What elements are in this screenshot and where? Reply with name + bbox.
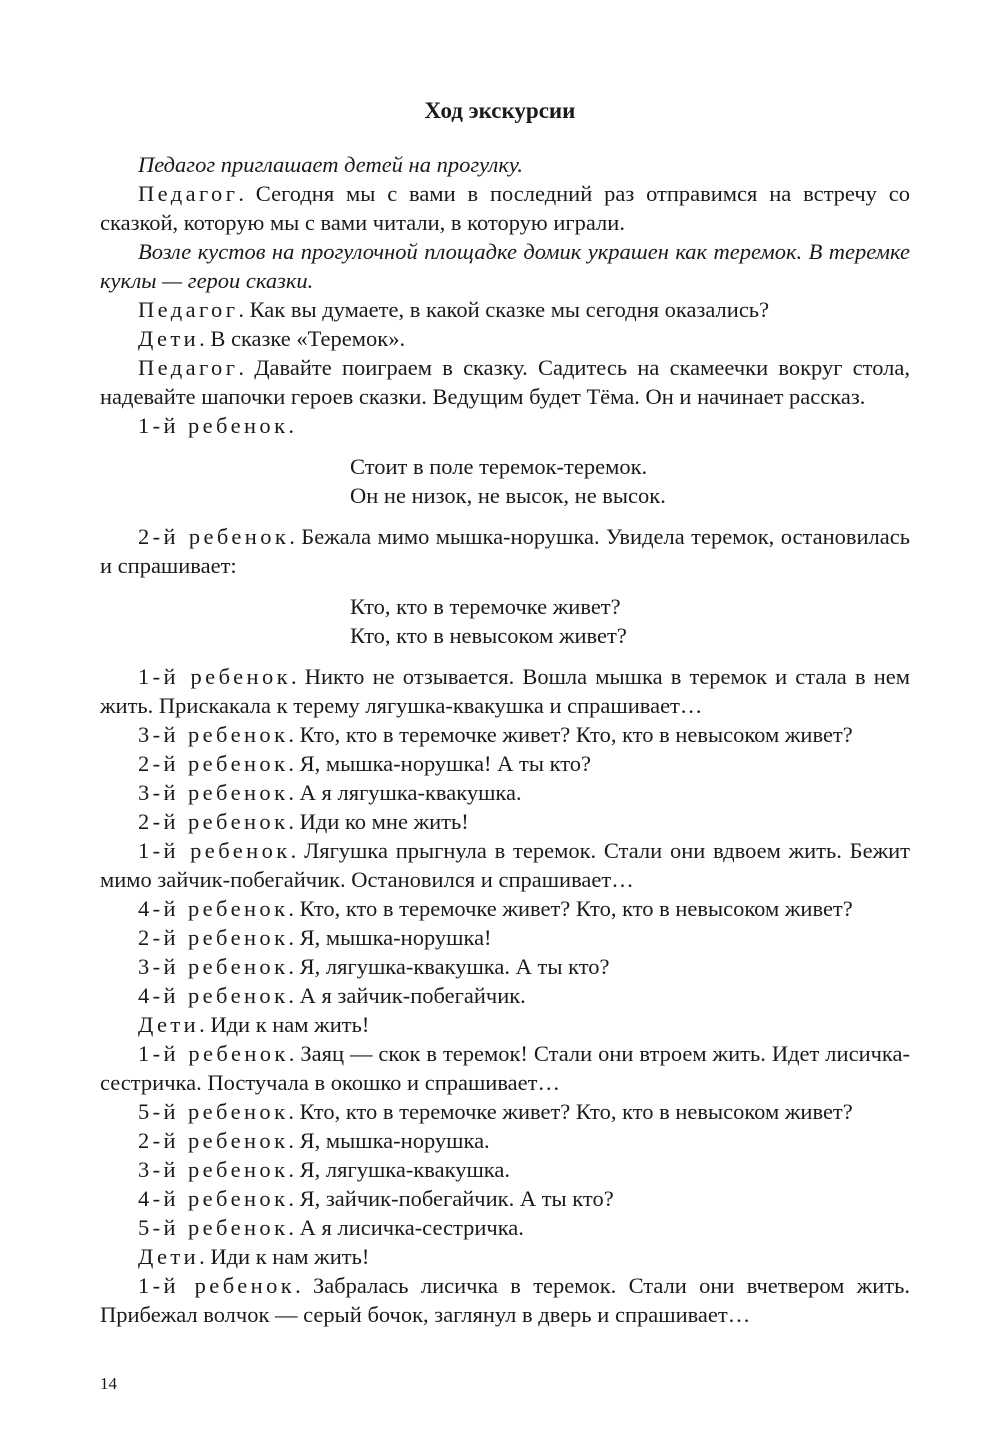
dialogue-line (100, 1010, 910, 1039)
speaker-name: Дети (138, 1244, 200, 1269)
speaker-name: 5-й ребенок (138, 1099, 289, 1124)
verse-block (350, 452, 910, 510)
speaker-name: Педагог (138, 297, 239, 322)
verse-line: Кто, кто в невысоком живет? (350, 623, 627, 648)
verse-block (350, 592, 910, 650)
dialogue-text: . Иди к нам жить! (199, 1012, 370, 1037)
speaker-name: 2-й ребенок (138, 751, 289, 776)
dialogue-line (100, 836, 910, 894)
dialogue-text: . Я, мышка-норушка. (288, 1128, 490, 1153)
dialogue-line (100, 1097, 910, 1126)
dialogue-line (100, 1126, 910, 1155)
speaker-name: Педагог (138, 181, 239, 206)
speaker-name: 2-й ребенок (138, 524, 290, 549)
dialogue-line (100, 295, 910, 324)
speaker-name: 1-й ребенок (138, 1273, 296, 1298)
dialogue-line (100, 778, 910, 807)
dialogue-text: . А я лягушка-квакушка. (288, 780, 522, 805)
speaker-name: 2-й ребенок (138, 809, 289, 834)
verse-line: Кто, кто в теремочке живет? (350, 594, 621, 619)
speaker-name: 4-й ребенок (138, 983, 289, 1008)
dialogue-text: . Я, мышка-норушка! А ты кто? (288, 751, 592, 776)
speaker-name: 2-й ребенок (138, 1128, 289, 1153)
dialogue-line (100, 324, 910, 353)
dialogue-line (100, 353, 910, 411)
verse-line: Он не низок, не высок, не высок. (350, 483, 666, 508)
dialogue-text: . Лягушка прыгнула в теремок. Стали они вдвоем жить. Бежит мимо зайчик-побегайчик. Остановился и спрашивает… (100, 838, 910, 892)
speaker-name: 1-й ребенок (138, 1041, 289, 1066)
dialogue-line (100, 1242, 910, 1271)
dialogue-line (100, 1155, 910, 1184)
dialogue-text: . Как вы думаете, в какой сказке мы сегодня оказались? (238, 297, 770, 322)
dialogue-text: . Бежала мимо мышка-норушка. Увидела теремок, остановилась и спрашивает: (100, 524, 911, 578)
section-heading: Ход экскурсии (424, 98, 576, 123)
dialogue-line (100, 1039, 910, 1097)
dialogue-line (100, 411, 910, 440)
dialogue-line (100, 522, 910, 580)
dialogue-text: . Кто, кто в теремочке живет? Кто, кто в невысоком живет? (288, 896, 853, 921)
dialogue-text: . Я, лягушка-квакушка. А ты кто? (288, 954, 610, 979)
script-body (100, 150, 910, 1329)
page-number: 14 (100, 1374, 117, 1393)
dialogue-line (100, 1213, 910, 1242)
dialogue-line (100, 662, 910, 720)
dialogue-text: . Я, зайчик-побегайчик. А ты кто? (288, 1186, 614, 1211)
speaker-name: 5-й ребенок (138, 1215, 289, 1240)
dialogue-line (100, 749, 910, 778)
dialogue-line (100, 894, 910, 923)
speaker-name: 2-й ребенок (138, 925, 289, 950)
dialogue-line (100, 981, 910, 1010)
dialogue-text: . Заяц — скок в теремок! Стали они втроем жить. Идет лисичка-сестричка. Постучала в окошко и спрашивает… (100, 1041, 910, 1095)
dialogue-line (100, 923, 910, 952)
verse-line: Стоит в поле теремок-теремок. (350, 454, 648, 479)
dialogue-line (100, 1271, 910, 1329)
speaker-name: 3-й ребенок (138, 722, 289, 747)
dialogue-text: . (288, 413, 295, 438)
speaker-name: 3-й ребенок (138, 1157, 289, 1182)
speaker-name: 1-й ребенок (138, 664, 291, 689)
stage-direction: Возле кустов на прогулочной площадке домик украшен как теремок. В теремке куклы — герои сказки. (100, 239, 910, 293)
dialogue-text: . Я, мышка-норушка! (288, 925, 492, 950)
dialogue-text: . Давайте поиграем в сказку. Садитесь на скамеечки вокруг стола, надевайте шапочки героев сказки. Ведущим будет Тёма. Он и начинает рассказ. (100, 355, 910, 409)
dialogue-line (100, 720, 910, 749)
speaker-name: Педагог (138, 355, 239, 380)
speaker-name: 4-й ребенок (138, 1186, 289, 1211)
dialogue-line (100, 952, 910, 981)
dialogue-line (100, 807, 910, 836)
dialogue-text: . В сказке «Теремок». (199, 326, 406, 351)
speaker-name: Дети (138, 1012, 200, 1037)
dialogue-line (100, 1184, 910, 1213)
dialogue-text: . А я зайчик-побегайчик. (288, 983, 526, 1008)
dialogue-text: . А я лисичка-сестричка. (288, 1215, 524, 1240)
dialogue-text: . Сегодня мы с вами в последний раз отправимся на встречу со сказкой, которую мы с вами читали, в которую играли. (100, 181, 910, 235)
speaker-name: 1-й ребенок (138, 838, 291, 863)
speaker-name: 1-й ребенок (138, 413, 289, 438)
speaker-name: 3-й ребенок (138, 954, 289, 979)
speaker-name: 4-й ребенок (138, 896, 289, 921)
stage-direction: Педагог приглашает детей на прогулку. (138, 152, 524, 177)
dialogue-text: . Кто, кто в теремочке живет? Кто, кто в невысоком живет? (288, 1099, 853, 1124)
speaker-name: Дети (138, 326, 200, 351)
dialogue-text: . Кто, кто в теремочке живет? Кто, кто в невысоком живет? (288, 722, 853, 747)
dialogue-text: . Иди к нам жить! (199, 1244, 370, 1269)
dialogue-text: . Забралась лисичка в теремок. Стали они вчетвером жить. Прибежал волчок — серый бочок, заглянул в дверь и спрашивает… (100, 1273, 910, 1327)
dialogue-line (100, 179, 910, 237)
dialogue-text: . Никто не отзывается. Вошла мышка в теремок и стала в нем жить. Прискакала к терему лягушка-квакушка и спрашивает… (100, 664, 910, 718)
dialogue-text: . Я, лягушка-квакушка. (288, 1157, 511, 1182)
speaker-name: 3-й ребенок (138, 780, 289, 805)
dialogue-text: . Иди ко мне жить! (288, 809, 469, 834)
